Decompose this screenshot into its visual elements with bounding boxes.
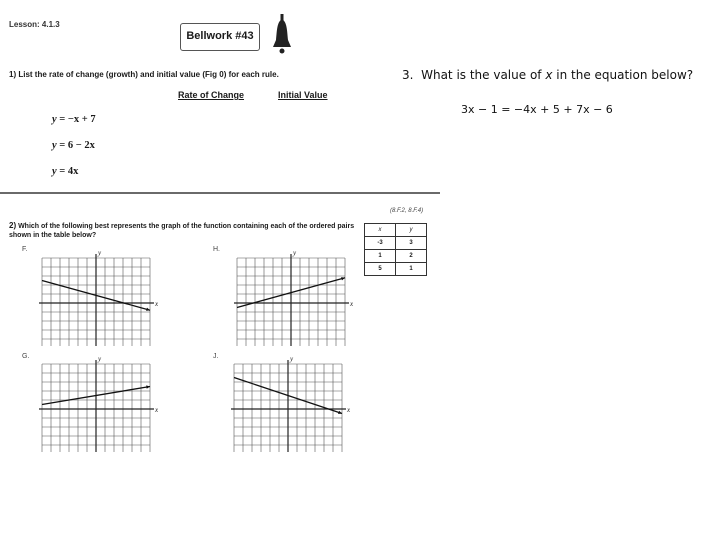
table-row [365,263,427,276]
x-axis-label: x [155,406,159,414]
table-header-y: y [396,224,427,237]
equation-3: y = 4x [52,166,79,177]
arrow-head [338,411,342,414]
section-divider [0,192,440,194]
y-axis-label: y [290,355,294,363]
table-header-row [365,224,427,237]
table-cell: 5 [365,263,396,276]
lesson-label: Lesson: 4.1.3 [9,20,60,29]
bellwork-title: Bellwork #43 [180,23,260,51]
rate-of-change-header: Rate of Change [178,90,245,100]
option-h-label: H. [213,246,220,253]
equation-2: y = 6 − 2x [52,140,95,151]
x-axis-label: x [347,406,351,414]
y-axis-label: y [293,249,297,257]
x-axis-label: x [350,300,354,308]
x-axis-label: x [155,300,159,308]
table-cell: 1 [396,263,427,276]
initial-value-header: Initial Value [278,90,328,100]
question-3-prompt: 3. What is the value of x in the equation below? [402,68,694,82]
graph-option-f[interactable] [30,248,160,346]
table-cell: -3 [365,237,396,250]
table-cell: 2 [396,250,427,263]
standards-label: (8.F.2, 8.F.4) [390,208,424,214]
question-3-equation: 3x − 1 = −4x + 5 + 7x − 6 [461,103,613,116]
graph-option-j[interactable] [222,354,352,452]
equation-1: y = −x + 7 [52,114,96,125]
option-g-label: G. [22,353,30,360]
table-header-x: x [365,224,396,237]
graph-option-g[interactable] [30,354,160,452]
option-j-label: J. [213,353,219,360]
question-2-prompt: 2) Which of the following best represents the graph of the function containing each of the ordered pairs shown in the table below? [9,221,355,239]
y-axis-label: y [98,355,102,363]
y-axis-label: y [98,249,102,257]
table-cell: 1 [365,250,396,263]
table-cell: 3 [396,237,427,250]
table-row [365,250,427,263]
option-f-label: F. [22,246,28,253]
question-1-prompt: 1) List the rate of change (growth) and initial value (Fig 0) for each rule. [9,70,279,79]
table-row [365,237,427,250]
graph-option-h[interactable] [225,248,355,346]
ordered-pairs-table [364,223,427,276]
bell-icon [272,14,292,54]
